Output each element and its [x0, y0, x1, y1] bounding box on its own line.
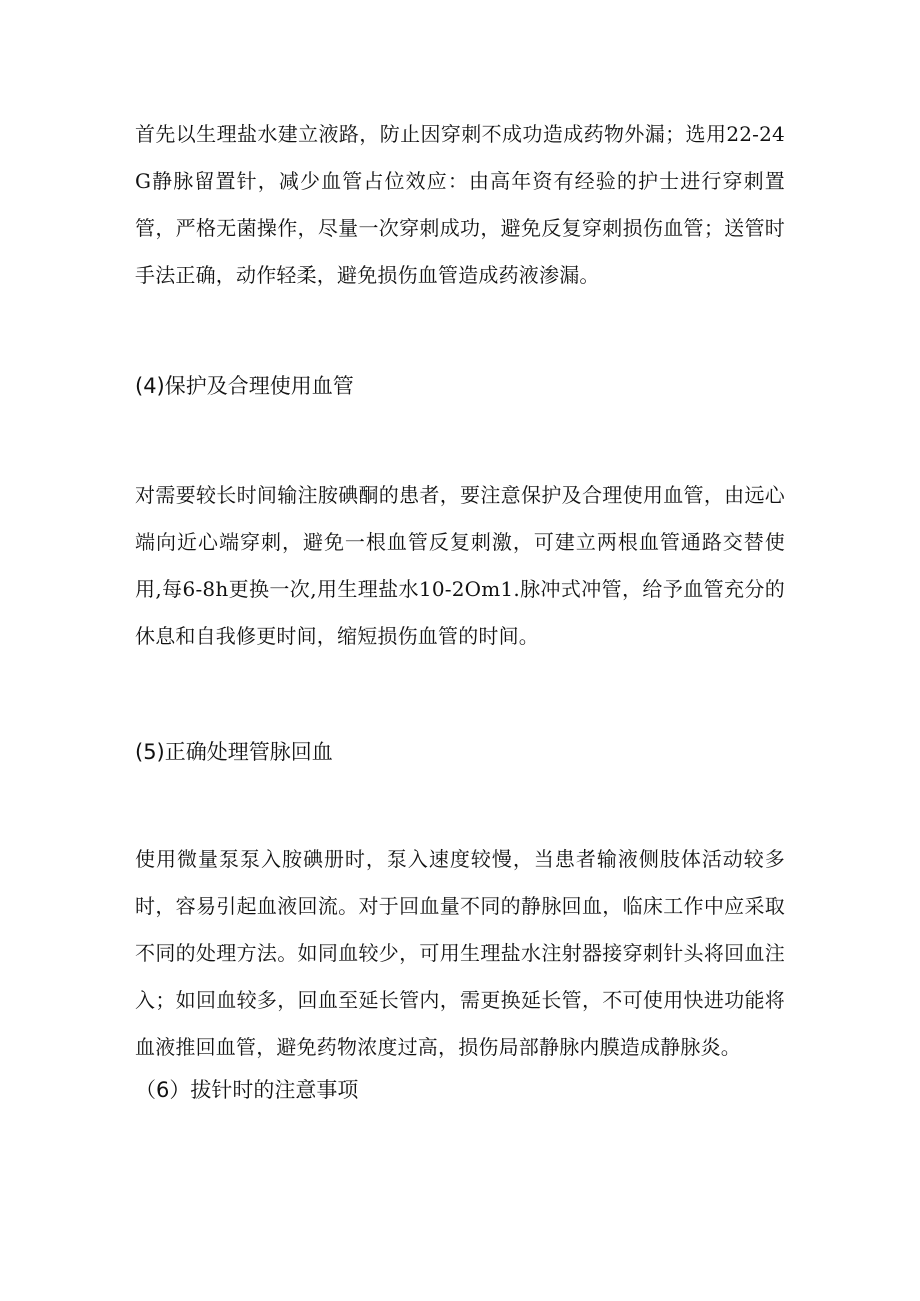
paragraph-blood-backflow: 使用微量泵泵入胺碘册时，泵入速度较慢，当患者输液侧肢体活动较多时，容易引起血液回流。对于回血量不同的静脉回血，临床工作中应采取不同的处理方法。如同血较少，可用生理盐水注射器接穿刺针头将回血注入；如回血较多，回血至延长管内，需更换延长管，不可使用快进功能将血液推回血管，避免药物浓度过高，损伤局部静脉内膜造成静脉炎。	[135, 847, 785, 1059]
paragraph-protect-vessels: 对需要较长时间输注胺碘酮的患者，要注意保护及合理使用血管，由远心端向近心端穿刺，避免一根血管反复刺激，可建立两根血管通路交替使用,每6-8h更换一次,用生理盐水10-2Om1.脉冲式冲管，给予血管充分的休息和自我修更时间，缩短损伤血管的时间。	[135, 483, 785, 648]
heading-blood-backflow: (5)正确处理管脉回血	[135, 740, 333, 764]
paragraph-puncture-method: 首先以生理盐水建立液路，防止因穿刺不成功造成药物外漏；选用22-24G静脉留置针，减少血管占位效应：由高年资有经验的护士进行穿刺置管，严格无菌操作，尽量一次穿刺成功，避免反复穿刺损伤血管；送管时手法正确，动作轻柔，避免损伤血管造成药液渗漏。	[135, 122, 785, 287]
heading-needle-removal: （6）拔针时的注意事项	[135, 1078, 359, 1102]
heading-protect-vessels: (4)保护及合理使用血管	[135, 374, 354, 398]
